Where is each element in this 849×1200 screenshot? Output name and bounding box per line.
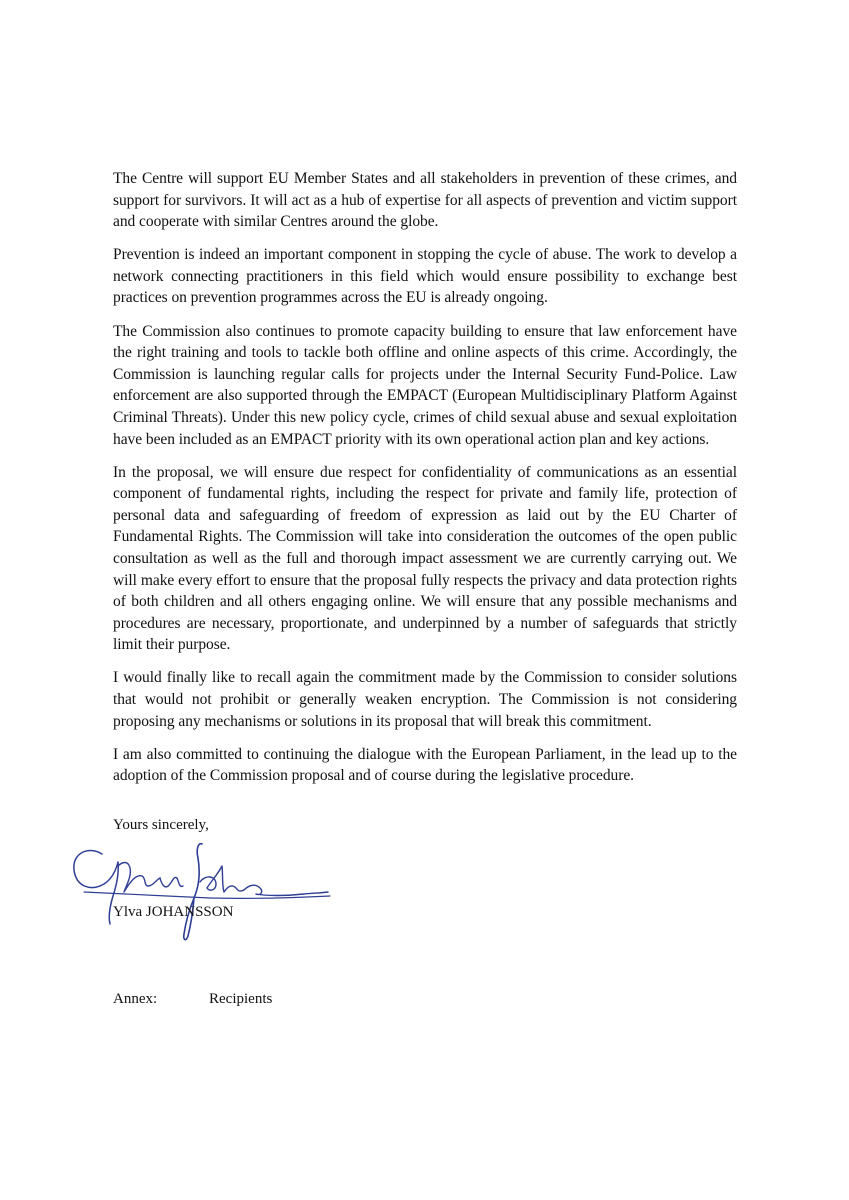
signature-stroke-tail xyxy=(244,885,328,895)
annex-value: Recipients xyxy=(209,991,273,1007)
annex-line xyxy=(113,989,273,1009)
signature-stroke-j xyxy=(184,844,202,940)
signature-stroke-l xyxy=(118,863,160,893)
signature-stroke-y-loop xyxy=(74,851,118,924)
paragraph-encryption: I would finally like to recall again the commitment made by the Commission to consider solutions that would not prohibit or generally weaken encryption. The Commission is not considering proposing any mechanisms or solutions in its proposal that will break this commitment. xyxy=(113,669,737,730)
paragraph-prevention: Prevention is indeed an important component in stopping the cycle of abuse. The work to develop a network connecting practitioners in this field which would ensure possibility to exchange best practices on prevention programmes across the EU is already ongoing. xyxy=(113,246,737,307)
paragraph-dialogue: I am also committed to continuing the dialogue with the European Parliament, in the lead up to the adoption of the Commission proposal and of course during the legislative procedure. xyxy=(113,745,737,785)
signature-stroke-v xyxy=(160,877,183,886)
signature-strokes xyxy=(74,844,330,940)
annex-label: Annex: xyxy=(113,991,158,1007)
handwritten-signature xyxy=(60,836,340,946)
closing-salutation: Yours sincerely, xyxy=(113,817,209,833)
paragraph-capacity-building: The Commission also continues to promote capacity building to ensure that law enforcement have the right training and tools to tackle both offline and online aspects of this crime. Accordingly, the Commission is launching regular calls for projects under the Internal Security Fund-Police. Law enforcement are also supported through the EMPACT (European Multidisciplinary Platform Against Criminal Threats). Under this new policy cycle, crimes of child sexual abuse and sexual exploitation have been included as an EMPACT priority with its own operational action plan and key actions. xyxy=(113,322,737,448)
signer-name: Ylva JOHANSSON xyxy=(113,904,234,920)
paragraph-centre-support: The Centre will support EU Member States and all stakeholders in prevention of these crimes, and support for survivors. It will act as a hub of expertise for all aspects of prevention and victim support and cooperate with similar Centres around the globe. xyxy=(113,170,737,231)
letter-body xyxy=(113,168,737,798)
paragraph-confidentiality: In the proposal, we will ensure due respect for confidentiality of communications as an essential component of fundamental rights, including the respect for private and family life, protection of personal data and safeguarding of freedom of expression as laid out by the EU Charter of Fundamental Rights. The Commission will take into consideration the outcomes of the open public consultation as well as the full and thorough impact assessment we are currently carrying out. We will make every effort to ensure that the proposal fully respects the privacy and data protection rights of both children and all others engaging online. We will ensure that any possible mechanisms and procedures are necessary, proportionate, and underpinned by a number of safeguards that strictly limit their purpose. xyxy=(113,463,737,654)
signature-stroke-oh xyxy=(200,866,244,892)
